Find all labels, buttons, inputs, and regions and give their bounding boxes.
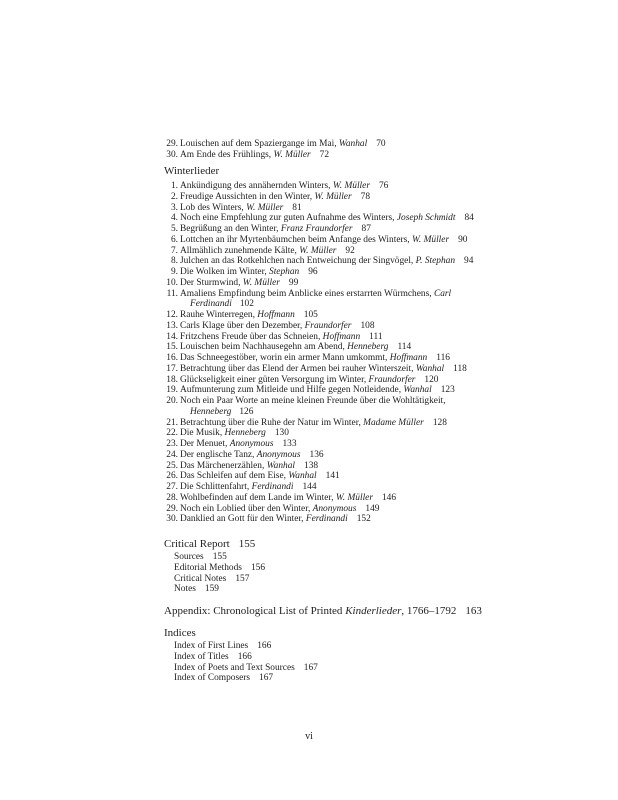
entry-author: Anonymous [312, 503, 357, 514]
entry-page: 123 [440, 385, 455, 396]
entry-number: 16. [166, 353, 178, 363]
entry-author: Ferdinandi [305, 514, 348, 525]
subentry-page: 156 [250, 562, 266, 573]
entry-page: 81 [292, 202, 302, 213]
entry-author: Fraundorfer [368, 374, 416, 385]
entry-number: 28. [166, 492, 178, 503]
entry-title: Das Schneegestöber, worin ein armer Mann umkommt, [180, 353, 390, 363]
entry-number: 14. [166, 331, 178, 342]
entry-title: Lottchen an ihr Myrtenbäumchen beim Anfange des Winters, [180, 234, 412, 245]
toc-entry [164, 213, 604, 224]
toc-entry [164, 482, 604, 493]
entry-page: 133 [282, 439, 297, 449]
entry-title: Am Ende des Frühlings, [180, 149, 274, 160]
subentry-title: Sources [174, 552, 204, 562]
entry-title: Noch eine Empfehlung zur guten Aufnahme des Winters, [180, 213, 397, 224]
entry-page: 92 [345, 245, 355, 256]
toc-subentry [174, 574, 604, 585]
subentry-title: Critical Notes [174, 573, 227, 584]
entry-page: 102 [239, 299, 254, 310]
entry-title: Lob des Winters, [180, 202, 247, 213]
entry-number: 21. [166, 417, 178, 428]
entry-title: Wohlbefinden auf dem Lande im Winter, [180, 492, 336, 503]
entry-page: 130 [274, 428, 289, 439]
entry-page: 108 [360, 320, 375, 331]
entry-page: 96 [308, 267, 318, 277]
subentry-page: 167 [303, 662, 318, 673]
entry-number: 11. [166, 288, 178, 299]
subentry-page: 167 [259, 673, 274, 684]
entry-page: 126 [239, 406, 254, 417]
toc-entry [164, 428, 604, 439]
entry-continuation [190, 407, 604, 418]
entry-page: 111 [369, 331, 383, 342]
entry-author: Carl [433, 288, 452, 299]
critical-report-page: 155 [238, 538, 256, 550]
entry-title: Betrachtung über die Ruhe der Natur im Winter, [180, 417, 364, 428]
entry-number: 10. [166, 277, 178, 288]
toc-subentry [174, 673, 604, 684]
entry-title: Der Menuet, [180, 439, 230, 449]
entry-number: 9. [170, 267, 178, 277]
toc-entry [164, 504, 604, 515]
toc-entry [164, 256, 604, 267]
entry-author: Henneberg [224, 428, 266, 439]
page-number: vi [305, 731, 313, 742]
toc-entry [164, 364, 604, 375]
toc-entry [164, 332, 604, 343]
subentry-title: Editorial Methods [174, 562, 242, 573]
toc-subentry [174, 563, 604, 574]
toc-entry [164, 385, 604, 396]
spring-songs-tail [164, 139, 604, 161]
entry-number: 25. [166, 460, 178, 471]
entry-page: 152 [356, 514, 371, 525]
subentry-title: Index of Titles [174, 651, 229, 662]
appendix-title-italic: Kinderlieder [345, 605, 402, 617]
entry-continuation [190, 299, 604, 310]
entry-title: Carls Klage über den Dezember, [180, 320, 305, 331]
entry-page: 144 [302, 482, 317, 492]
subentry-page: 166 [237, 651, 252, 662]
entry-title: Amaliens Empfindung beim Anblicke eines erstarrten Würmchens, [180, 288, 434, 299]
entry-author: Anonymous [256, 449, 301, 460]
entry-page: 87 [361, 224, 371, 234]
entry-page: 120 [424, 374, 439, 385]
entry-number: 5. [170, 224, 178, 234]
entry-author: Wanhal [403, 385, 432, 396]
appendix-section [164, 604, 604, 618]
toc-entry [164, 203, 604, 214]
entry-author: W. Müller [242, 277, 280, 288]
entry-title: Ankündigung des annähernden Winters, [180, 181, 333, 191]
entry-author: Franz Fraundorfer [280, 224, 353, 234]
toc-entry [164, 181, 604, 192]
indices-section [164, 626, 604, 684]
toc-entry [164, 471, 604, 482]
toc-entry [164, 418, 604, 429]
subentry-title: Index of Composers [174, 673, 251, 684]
subentry-page: 157 [235, 573, 250, 584]
entry-number: 26. [166, 471, 178, 482]
entry-number: 23. [166, 439, 178, 449]
entry-page: 149 [365, 503, 380, 514]
entry-number: 12. [166, 310, 178, 320]
toc-entry [164, 514, 604, 525]
toc-entry [164, 289, 604, 311]
critical-report-heading [164, 537, 604, 551]
entry-title: Freudige Aussichten in den Winter, [180, 191, 315, 202]
entry-author: Henneberg [347, 342, 389, 353]
indices-heading: Indices [164, 627, 196, 639]
entry-number: 29. [166, 139, 178, 149]
entry-author: W. Müller [246, 202, 284, 213]
entry-title: Louischen auf dem Spaziergange im Mai, [180, 139, 339, 149]
subentry-title: Index of Poets and Text Sources [174, 662, 295, 673]
entry-title: Allmählich zunehmende Kälte, [180, 245, 300, 256]
entry-title: Begrüßung an den Winter, [180, 224, 281, 234]
entry-page: 116 [436, 353, 450, 363]
entry-title: Danklied an Gott für den Winter, [180, 514, 306, 525]
toc-entry [164, 321, 604, 332]
toc-entry [164, 353, 604, 364]
entry-number: 1. [170, 181, 178, 191]
toc-entry [164, 439, 604, 450]
entry-page: 70 [376, 139, 386, 149]
toc-subentry [174, 652, 604, 663]
toc-entry [164, 224, 604, 235]
subentry-title: Index of First Lines [174, 641, 249, 651]
entry-author: Wanhal [338, 139, 368, 149]
entry-number: 22. [166, 428, 178, 439]
entry-page: 118 [453, 363, 467, 374]
entry-page: 141 [325, 471, 340, 482]
entry-title: Fritzchens Freude über das Schneien, [180, 331, 323, 342]
entry-author: Madame Müller [363, 417, 424, 428]
appendix-page: 163 [465, 605, 482, 617]
entry-number: 7. [170, 245, 178, 256]
critical-report-list [164, 552, 604, 595]
entry-author: Anonymous [229, 439, 274, 449]
entry-author: Ferdinandi [251, 482, 294, 492]
entry-title: Das Schleifen auf dem Eise, [180, 471, 289, 482]
entry-page: 72 [319, 149, 330, 160]
entry-title: Noch ein Paar Worte an meine kleinen Freunde über die Wohltätigkeit, [180, 396, 446, 406]
entry-page: 128 [432, 417, 447, 428]
entry-number: 8. [170, 256, 178, 267]
entry-number: 30. [166, 514, 178, 525]
entry-author: W. Müller [335, 492, 373, 503]
entry-title: Rauhe Winterregen, [180, 310, 258, 320]
entry-number: 3. [170, 202, 178, 213]
entry-number: 29. [166, 503, 178, 514]
toc-entry [164, 310, 604, 321]
entry-number: 27. [166, 482, 178, 492]
toc-entry [164, 235, 604, 246]
entry-author: W. Müller [332, 181, 370, 191]
toc-entry [164, 450, 604, 461]
entry-page: 76 [378, 181, 389, 191]
entry-author-continued: Henneberg [190, 406, 232, 417]
entry-title: Der Sturmwind, [180, 277, 243, 288]
entry-title: Die Schlittenfahrt, [180, 482, 252, 492]
toc-entry [164, 396, 604, 418]
entry-number: 6. [170, 234, 178, 245]
winter-section-heading: Winterlieder [164, 165, 220, 177]
entry-number: 20. [166, 396, 178, 406]
entry-number: 18. [166, 374, 178, 385]
entry-author: W. Müller [314, 191, 352, 202]
entry-title: Noch ein Loblied über den Winter, [180, 503, 313, 514]
entry-author: W. Müller [273, 149, 311, 160]
entry-title: Die Musik, [180, 428, 225, 439]
entry-author: W. Müller [299, 245, 337, 256]
entry-title: Der englische Tanz, [180, 449, 257, 460]
entry-title: Julchen an das Rotkehlchen nach Entweichung der Singvögel, [180, 256, 416, 267]
entry-number: 4. [170, 213, 178, 224]
entry-author: P. Stephan [415, 256, 456, 267]
entry-title: Louischen beim Nachhausegehn am Abend, [180, 342, 348, 353]
winter-song-list [164, 181, 604, 525]
entry-author: Joseph Schmidt [396, 213, 456, 224]
entry-title: Die Wolken im Winter, [180, 267, 270, 277]
entry-author: Hoffmann [322, 331, 361, 342]
entry-author: Wanhal [415, 363, 445, 374]
critical-report-title: Critical Report [164, 538, 230, 550]
toc-subentry [174, 641, 604, 652]
entry-author-continued: Ferdinandi [190, 299, 232, 310]
appendix-title-prefix: Appendix: Chronological List of Printed [164, 605, 346, 617]
toc-entry [164, 150, 604, 161]
spring-song-list [164, 139, 604, 161]
entry-number: 19. [166, 385, 178, 396]
entry-number: 30. [166, 149, 178, 160]
toc-entry [164, 342, 604, 353]
entry-page: 105 [303, 310, 318, 320]
toc-entry [164, 375, 604, 386]
subentry-page: 166 [257, 641, 272, 651]
entry-author: Wanhal [288, 471, 317, 482]
entry-title: Das Märchenerzählen, [180, 460, 267, 471]
entry-author: Wanhal [266, 460, 295, 471]
entry-page: 94 [464, 256, 474, 267]
appendix-title-suffix: , 1766–1792 [401, 605, 457, 617]
entry-title: Betrachtung über das Elend der Armen bei rauher Winterszeit, [180, 363, 416, 374]
toc-entry [164, 278, 604, 289]
entry-number: 2. [170, 191, 178, 202]
toc-entry [164, 461, 604, 472]
entry-author: Fraundorfer [304, 320, 352, 331]
subentry-page: 159 [204, 584, 219, 595]
entry-number: 15. [166, 342, 178, 353]
entry-page: 84 [464, 213, 474, 224]
winter-songs-section [164, 164, 604, 525]
entry-number: 17. [166, 363, 178, 374]
indices-list [164, 641, 604, 684]
entry-page: 78 [360, 191, 370, 202]
entry-author: Stephan [269, 267, 300, 277]
entry-title: Glückseligkeit einer güten Versorgung im Winter, [180, 374, 369, 385]
toc-entry [164, 246, 604, 257]
toc-entry [164, 139, 604, 150]
entry-page: 99 [288, 277, 299, 288]
entry-number: 13. [166, 320, 178, 331]
toc-subentry [174, 663, 604, 674]
entry-number: 24. [166, 449, 178, 460]
entry-page: 136 [309, 449, 324, 460]
entry-author: Hoffmann [389, 353, 428, 363]
toc-entry [164, 192, 604, 203]
entry-page: 138 [304, 460, 319, 471]
entry-title: Aufmunterung zum Mitleide und Hilfe gegen Notleidende, [180, 385, 404, 396]
toc-subentry [174, 552, 604, 563]
appendix-heading [164, 604, 604, 618]
subentry-title: Notes [174, 584, 196, 595]
entry-author: Hoffmann [257, 310, 295, 320]
toc-entry [164, 493, 604, 504]
entry-page: 90 [458, 234, 468, 245]
subentry-page: 155 [212, 552, 227, 562]
entry-page: 114 [397, 342, 412, 353]
toc-entry [164, 267, 604, 278]
critical-report-section [164, 537, 604, 595]
toc-subentry [174, 584, 604, 595]
entry-page: 146 [381, 492, 397, 503]
entry-author: W. Müller [411, 234, 450, 245]
